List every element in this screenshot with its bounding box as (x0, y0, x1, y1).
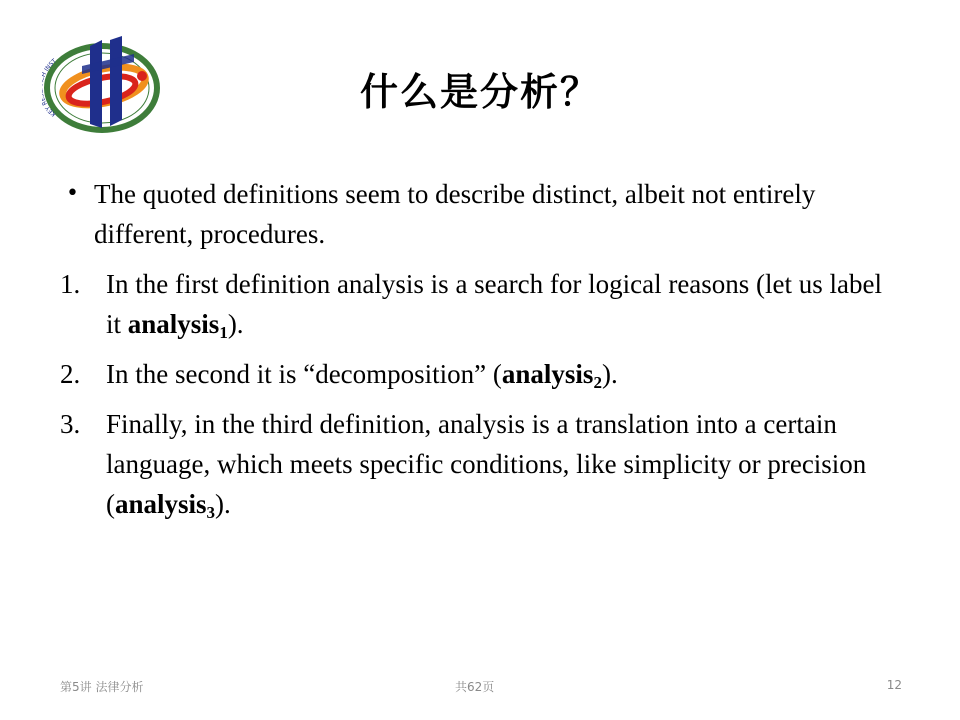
item-term-subscript: 3 (206, 503, 216, 522)
item-term-subscript: 2 (593, 373, 602, 392)
bullet-item (60, 174, 900, 254)
item-text-post: ). (227, 309, 244, 339)
numbered-item-1 (60, 264, 900, 344)
numbered-item-2 (60, 354, 900, 394)
footer-page-number: 12 (886, 678, 902, 692)
item-text-pre: In the first definition analysis is a search for logical reasons (let us label it (106, 269, 883, 339)
item-number: 2. (60, 359, 81, 389)
item-text (106, 354, 900, 394)
numbered-item-3 (60, 404, 900, 524)
seal-lettering: KEY INST (43, 57, 58, 118)
item-term: analysis (501, 359, 594, 389)
slide-body (60, 174, 900, 534)
footer-lecture-label: 第5讲 法律分析 (60, 680, 144, 694)
item-text (106, 404, 900, 524)
item-term: analysis (115, 489, 207, 519)
bullet-dot: • (66, 181, 79, 206)
item-text-post: ). (215, 489, 231, 519)
item-text-post: ). (601, 359, 618, 389)
item-text-pre: Finally, in the third definition, analysis is a translation into a certain language, which meets specific conditions, like simplicity or precision ( (106, 409, 867, 519)
item-term: analysis (127, 309, 220, 339)
item-number: 3. (60, 409, 81, 439)
item-text (106, 264, 900, 344)
slide-title: 什么是分析？ (359, 70, 600, 114)
item-text-pre: In the second it is “decomposition” ( (106, 359, 502, 389)
item-number: 1. (60, 269, 81, 299)
bullet-text: The quoted definitions seem to describe distinct, albeit not entirely different, procedures. (94, 179, 816, 249)
footer-total-pages: 共62页 (455, 680, 495, 694)
item-term-subscript: 1 (219, 323, 228, 342)
